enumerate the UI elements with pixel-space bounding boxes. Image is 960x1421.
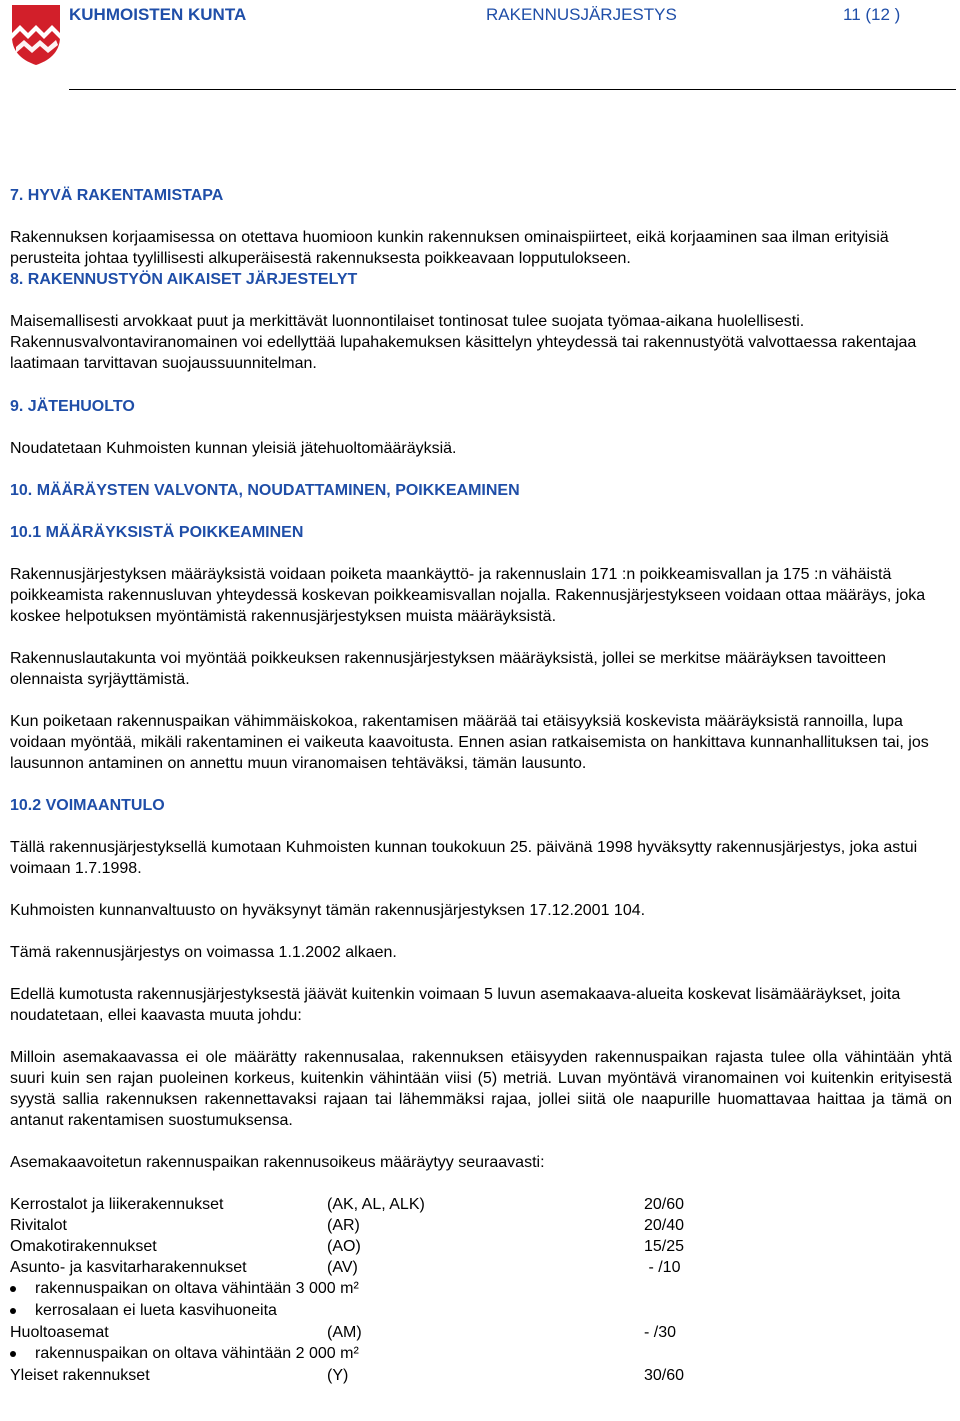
- bullet-icon: [10, 1308, 16, 1314]
- section-10-2-paragraph-6: Asemakaavoitetun rakennuspaikan rakennusoikeus määräytyy seuraavasti:: [10, 1154, 545, 1171]
- section-10-heading: 10. MÄÄRÄYSTEN VALVONTA, NOUDATTAMINEN, POIKKEAMINEN: [10, 482, 520, 499]
- header-divider: [69, 89, 956, 90]
- row-value: 15/25: [644, 1238, 685, 1255]
- row-value: 20/60: [644, 1196, 685, 1213]
- page-number: 11 (12 ): [843, 5, 901, 24]
- list-item: [10, 1300, 952, 1322]
- section-10-2-heading: 10.2 VOIMAANTULO: [10, 797, 165, 814]
- row-name: Omakotirakennukset: [10, 1238, 157, 1255]
- row-name: Huoltoasemat: [10, 1324, 109, 1341]
- table-row: [10, 1215, 952, 1236]
- section-10-1-paragraph-1: Rakennusjärjestyksen määräyksistä voidaan poiketa maankäyttö- ja rakennuslain 171 :n poikkeamisvallan ja 175 :n vähäistä poikkeamista rakennusluvan yhteydessä koskevan poikkeamisvallan nojalla. Rakennusjärjestykseen voidaan ottaa määräys, joka koskee helpotuksen myöntämistä rakennusjärjestyksen muista määräyksistä.: [10, 566, 926, 625]
- page-header: [0, 0, 960, 92]
- section-10-1-paragraph-3: Kun poiketaan rakennuspaikan vähimmäiskokoa, rakentamisen määrää tai etäisyyksiä koskevista määräyksistä rannoilla, lupa voidaan myöntää, mikäli rakentaminen ei vaikeuta kaavoitusta. Ennen asian ratkaisemista on hankittava kunnanhallituksen tai, jos lausunnon antaminen on annettu muun viranomaisen tehtäväksi, tämän lausunto.: [10, 713, 929, 772]
- section-9-paragraph: Noudatetaan Kuhmoisten kunnan yleisiä jätehuoltomääräyksiä.: [10, 440, 457, 457]
- section-10-2-paragraph-5: Milloin asemakaavassa ei ole määrätty rakennusalaa, rakennuksen etäisyyden rakennuspaikan rajasta tulee olla vähintään yhtä suuri kuin sen rajan puoleinen korkeus, kuitenkin vähintään viisi (5) metriä. Luvan myöntävä viranomainen voi kuitenkin erityisestä syystä sallia rakennuksen rakennettavaksi rajaan tai lähemmäksi rajaa, jollei siitä ole naapurille huomattavaa haittaa ja tämä on antanut rakentamisen suostumuksensa.: [10, 1049, 952, 1129]
- bullet-icon: [10, 1351, 16, 1357]
- row-value: - /30: [644, 1324, 677, 1341]
- table-row: [10, 1322, 952, 1343]
- section-10-2-paragraph-1: Tällä rakennusjärjestyksellä kumotaan Kuhmoisten kunnan toukokuun 25. päivänä 1998 hyväksytty rakennusjärjestys, joka astui voimaan 1.7.1998.: [10, 839, 918, 877]
- building-rights-table: [10, 1194, 952, 1386]
- row-name: Rivitalot: [10, 1217, 67, 1234]
- row-code: (AV): [327, 1259, 358, 1276]
- section-10-2-paragraph-4: Edellä kumotusta rakennusjärjestyksestä jäävät kuitenkin voimaan 5 luvun asemakaava-alueita koskevat lisämääräykset, joita noudatetaan, ellei kaavasta muuta johdu:: [10, 986, 901, 1024]
- section-7-heading: 7. HYVÄ RAKENTAMISTAPA: [10, 187, 224, 204]
- list-item-text: rakennuspaikan on oltava vähintään 2 000 m²: [35, 1345, 359, 1362]
- section-7-paragraph: Rakennuksen korjaamisessa on otettava huomioon kunkin rakennuksen ominaispiirteet, eikä korjaaminen saa ilman erityisiä perusteita johtaa tyylillisesti alkuperäisestä rakennuksesta poikkeavaan lopputulokseen.: [10, 229, 889, 267]
- section-8-paragraph: Maisemallisesti arvokkaat puut ja merkittävät luonnontilaiset tontinosat tulee suojata työmaa-aikana huolellisesti. Rakennusvalvontaviranomainen voi edellyttää lupahakemuksen käsittelyn yhteydessä tai rakennustyötä valvottaessa rakentajaa laatimaan tarvittavan suojaussuunnitelman.: [10, 313, 917, 372]
- list-item: [10, 1343, 952, 1365]
- table-row: [10, 1365, 952, 1386]
- row-code: (Y): [327, 1367, 349, 1384]
- section-10-2-paragraph-3: Tämä rakennusjärjestys on voimassa 1.1.2002 alkaen.: [10, 944, 397, 961]
- table-row: [10, 1236, 952, 1257]
- row-code: (AO): [327, 1238, 361, 1255]
- list-item: [10, 1278, 952, 1300]
- list-item-text: kerrosalaan ei lueta kasvihuoneita: [35, 1302, 277, 1319]
- document-body: [10, 185, 952, 1386]
- row-value: - /10: [644, 1259, 681, 1276]
- organization-name: KUHMOISTEN KUNTA: [69, 5, 247, 24]
- row-name: Kerrostalot ja liikerakennukset: [10, 1196, 224, 1213]
- row-value: 20/40: [644, 1217, 685, 1234]
- row-name: Yleiset rakennukset: [10, 1367, 150, 1384]
- row-code: (AM): [327, 1324, 362, 1341]
- section-10-1-heading: 10.1 MÄÄRÄYKSISTÄ POIKKEAMINEN: [10, 524, 304, 541]
- list-item-text: rakennuspaikan on oltava vähintään 3 000 m²: [35, 1280, 359, 1297]
- section-9-heading: 9. JÄTEHUOLTO: [10, 398, 135, 415]
- row-code: (AR): [327, 1217, 360, 1234]
- section-10-2-paragraph-2: Kuhmoisten kunnanvaltuusto on hyväksynyt tämän rakennusjärjestyksen 17.12.2001 104.: [10, 902, 646, 919]
- row-code: (AK, AL, ALK): [327, 1196, 425, 1213]
- section-10-1-paragraph-2: Rakennuslautakunta voi myöntää poikkeuksen rakennusjärjestyksen määräyksistä, jollei se merkitse määräyksen tavoitteen olennaista syrjäyttämistä.: [10, 650, 886, 688]
- bullet-icon: [10, 1286, 16, 1292]
- table-row: [10, 1257, 952, 1278]
- section-8-heading: 8. RAKENNUSTYÖN AIKAISET JÄRJESTELYT: [10, 271, 358, 288]
- document-title: RAKENNUSJÄRJESTYS: [486, 5, 677, 24]
- table-row: [10, 1194, 952, 1215]
- row-name: Asunto- ja kasvitarharakennukset: [10, 1259, 247, 1276]
- municipal-crest-icon: [10, 3, 62, 67]
- row-value: 30/60: [644, 1367, 685, 1384]
